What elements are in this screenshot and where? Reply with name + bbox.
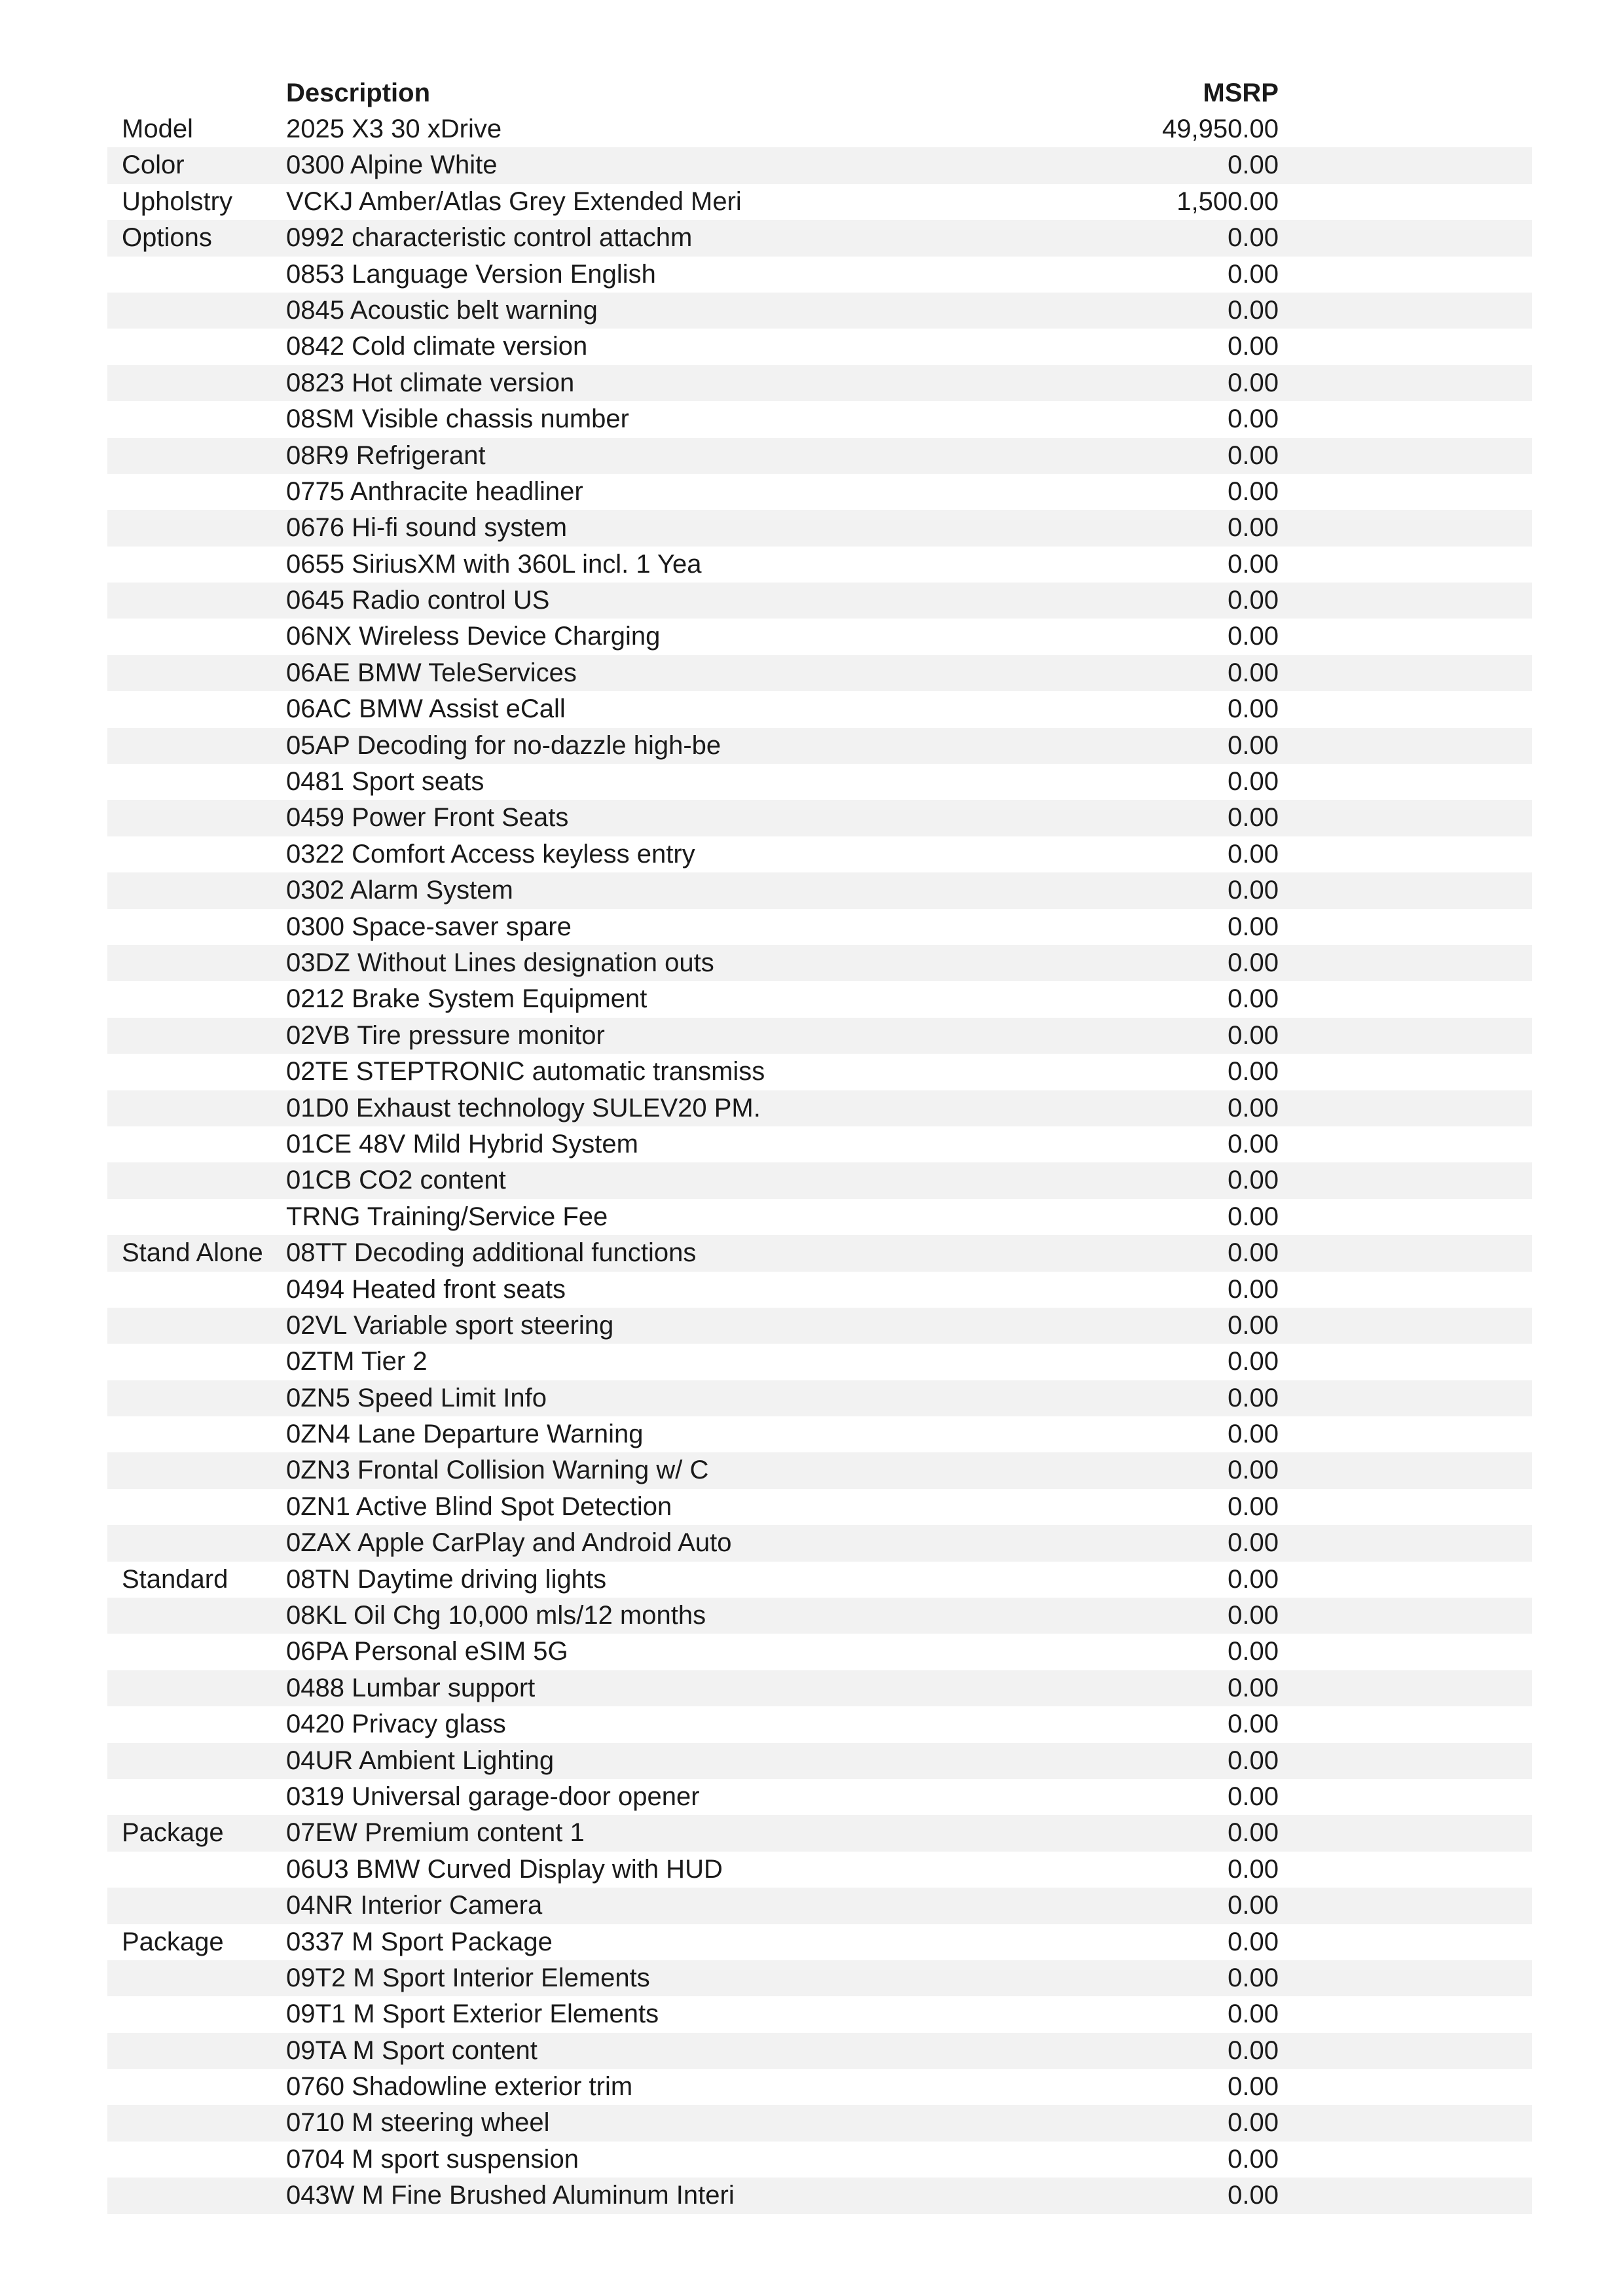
table-row bbox=[107, 1308, 1532, 1344]
row-msrp: 0.00 bbox=[1228, 1020, 1279, 1050]
header-msrp: MSRP bbox=[1203, 79, 1279, 107]
row-description: 06PA Personal eSIM 5G bbox=[286, 1637, 568, 1666]
row-msrp: 49,950.00 bbox=[1162, 115, 1279, 143]
table-row bbox=[107, 1598, 1532, 1634]
row-msrp: 0.00 bbox=[1228, 1383, 1279, 1412]
row-description: 0ZN1 Active Blind Spot Detection bbox=[286, 1492, 672, 1521]
row-description: 05AP Decoding for no-dazzle high-be bbox=[286, 730, 721, 760]
row-description: 0842 Cold climate version bbox=[286, 332, 588, 361]
row-msrp: 0.00 bbox=[1228, 1528, 1279, 1558]
table-row bbox=[107, 872, 1532, 908]
row-description: 06AC BMW Assist eCall bbox=[286, 694, 566, 724]
row-description: 0337 M Sport Package bbox=[286, 1927, 553, 1956]
row-msrp: 0.00 bbox=[1228, 332, 1279, 361]
table-row bbox=[107, 1126, 1532, 1162]
row-msrp: 0.00 bbox=[1228, 622, 1279, 651]
row-msrp: 0.00 bbox=[1228, 1710, 1279, 1739]
row-description: 09TA M Sport content bbox=[286, 2036, 538, 2065]
table-row bbox=[107, 691, 1532, 727]
row-msrp: 0.00 bbox=[1228, 1129, 1279, 1158]
table-row bbox=[107, 2105, 1532, 2141]
table-header bbox=[107, 75, 1532, 111]
row-msrp: 0.00 bbox=[1228, 1057, 1279, 1086]
row-msrp: 0.00 bbox=[1228, 1166, 1279, 1195]
row-description: 0481 Sport seats bbox=[286, 767, 484, 797]
row-msrp: 0.00 bbox=[1228, 730, 1279, 760]
row-description: 01CE 48V Mild Hybrid System bbox=[286, 1129, 638, 1158]
row-category: Options bbox=[122, 223, 212, 253]
row-msrp: 0.00 bbox=[1228, 259, 1279, 289]
row-description: 04NR Interior Camera bbox=[286, 1891, 543, 1920]
row-description: 0420 Privacy glass bbox=[286, 1710, 506, 1739]
row-category: Stand Alone bbox=[122, 1238, 263, 1268]
table-row bbox=[107, 2033, 1532, 2069]
row-description: 0775 Anthracite headliner bbox=[286, 476, 583, 506]
table-row bbox=[107, 1924, 1532, 1960]
row-msrp: 0.00 bbox=[1228, 2108, 1279, 2138]
table-row bbox=[107, 1416, 1532, 1452]
row-description: 02TE STEPTRONIC automatic transmiss bbox=[286, 1057, 765, 1086]
table-row bbox=[107, 1960, 1532, 1996]
row-msrp: 0.00 bbox=[1228, 984, 1279, 1014]
table-row bbox=[107, 1852, 1532, 1888]
table-row bbox=[107, 1489, 1532, 1525]
table-row bbox=[107, 474, 1532, 510]
table-row bbox=[107, 1054, 1532, 1090]
row-category: Package bbox=[122, 1818, 224, 1848]
table-row bbox=[107, 257, 1532, 293]
table-row bbox=[107, 1888, 1532, 1924]
table-row bbox=[107, 1815, 1532, 1851]
row-msrp: 0.00 bbox=[1228, 1456, 1279, 1485]
row-description: 08TT Decoding additional functions bbox=[286, 1238, 697, 1268]
table-row bbox=[107, 728, 1532, 764]
row-description: 0322 Comfort Access keyless entry bbox=[286, 839, 695, 869]
table-row bbox=[107, 401, 1532, 437]
row-msrp: 0.00 bbox=[1228, 586, 1279, 615]
table-row bbox=[107, 1525, 1532, 1561]
row-description: 01D0 Exhaust technology SULEV20 PM. bbox=[286, 1093, 761, 1122]
row-description: 08KL Oil Chg 10,000 mls/12 months bbox=[286, 1601, 706, 1630]
table-row bbox=[107, 1090, 1532, 1126]
row-description: 0494 Heated front seats bbox=[286, 1274, 566, 1304]
row-description: VCKJ Amber/Atlas Grey Extended Meri bbox=[286, 187, 742, 216]
row-description: 0710 M steering wheel bbox=[286, 2108, 550, 2138]
row-description: 0760 Shadowline exterior trim bbox=[286, 2072, 633, 2102]
row-msrp: 0.00 bbox=[1228, 1673, 1279, 1702]
row-msrp: 0.00 bbox=[1228, 767, 1279, 797]
table-row bbox=[107, 1344, 1532, 1380]
table-row bbox=[107, 1562, 1532, 1598]
row-msrp: 0.00 bbox=[1228, 151, 1279, 180]
row-category: Upholstry bbox=[122, 187, 232, 216]
row-msrp: 0.00 bbox=[1228, 223, 1279, 253]
row-msrp: 0.00 bbox=[1228, 1818, 1279, 1848]
row-msrp: 0.00 bbox=[1228, 1420, 1279, 1449]
row-msrp: 0.00 bbox=[1228, 876, 1279, 905]
msrp-table bbox=[107, 75, 1532, 2214]
row-msrp: 0.00 bbox=[1228, 839, 1279, 869]
row-description: 0ZN3 Frontal Collision Warning w/ C bbox=[286, 1456, 709, 1485]
row-msrp: 0.00 bbox=[1228, 2072, 1279, 2102]
row-description: 0212 Brake System Equipment bbox=[286, 984, 647, 1014]
row-msrp: 0.00 bbox=[1228, 1601, 1279, 1630]
row-msrp: 0.00 bbox=[1228, 1891, 1279, 1920]
table-row bbox=[107, 1996, 1532, 2032]
row-category: Model bbox=[122, 115, 193, 143]
row-description: 0645 Radio control US bbox=[286, 586, 550, 615]
row-description: 0459 Power Front Seats bbox=[286, 803, 569, 833]
table-row bbox=[107, 836, 1532, 872]
row-category: Standard bbox=[122, 1564, 228, 1594]
table-row bbox=[107, 1779, 1532, 1815]
row-msrp: 0.00 bbox=[1228, 1492, 1279, 1521]
row-description: 0ZTM Tier 2 bbox=[286, 1347, 428, 1376]
row-description: 0704 M sport suspension bbox=[286, 2144, 579, 2174]
table-row bbox=[107, 111, 1532, 147]
row-category: Color bbox=[122, 151, 185, 180]
row-msrp: 0.00 bbox=[1228, 295, 1279, 325]
row-description: 0ZN5 Speed Limit Info bbox=[286, 1383, 547, 1412]
row-msrp: 0.00 bbox=[1228, 1310, 1279, 1340]
table-row bbox=[107, 800, 1532, 836]
row-msrp: 0.00 bbox=[1228, 2181, 1279, 2210]
row-description: 0319 Universal garage-door opener bbox=[286, 1782, 700, 1811]
row-description: TRNG Training/Service Fee bbox=[286, 1202, 608, 1231]
table-row bbox=[107, 438, 1532, 474]
row-msrp: 0.00 bbox=[1228, 2036, 1279, 2065]
table-row bbox=[107, 1199, 1532, 1235]
row-description: 2025 X3 30 xDrive bbox=[286, 115, 502, 143]
row-description: 0302 Alarm System bbox=[286, 876, 513, 905]
table-row bbox=[107, 1743, 1532, 1779]
row-msrp: 0.00 bbox=[1228, 476, 1279, 506]
row-description: 09T1 M Sport Exterior Elements bbox=[286, 2000, 659, 2029]
row-msrp: 0.00 bbox=[1228, 1963, 1279, 1992]
row-msrp: 0.00 bbox=[1228, 1093, 1279, 1122]
table-row bbox=[107, 1380, 1532, 1416]
table-row bbox=[107, 184, 1532, 220]
row-msrp: 0.00 bbox=[1228, 513, 1279, 543]
row-category: Package bbox=[122, 1927, 224, 1956]
row-description: 0845 Acoustic belt warning bbox=[286, 295, 598, 325]
table-row bbox=[107, 1162, 1532, 1198]
table-row bbox=[107, 619, 1532, 655]
row-msrp: 0.00 bbox=[1228, 1927, 1279, 1956]
row-msrp: 0.00 bbox=[1228, 1564, 1279, 1594]
row-description: 06AE BMW TeleServices bbox=[286, 658, 577, 687]
table-row bbox=[107, 510, 1532, 546]
table-row bbox=[107, 293, 1532, 329]
row-msrp: 0.00 bbox=[1228, 368, 1279, 397]
table-row bbox=[107, 1670, 1532, 1706]
table-row bbox=[107, 981, 1532, 1017]
row-msrp: 0.00 bbox=[1228, 912, 1279, 941]
table-row bbox=[107, 1452, 1532, 1488]
row-description: 01CB CO2 content bbox=[286, 1166, 506, 1195]
row-msrp: 0.00 bbox=[1228, 440, 1279, 470]
row-description: 0992 characteristic control attachm bbox=[286, 223, 693, 253]
row-description: 0ZAX Apple CarPlay and Android Auto bbox=[286, 1528, 732, 1558]
table-row bbox=[107, 655, 1532, 691]
row-msrp: 0.00 bbox=[1228, 1854, 1279, 1884]
row-description: 06NX Wireless Device Charging bbox=[286, 622, 661, 651]
row-description: 08R9 Refrigerant bbox=[286, 440, 486, 470]
row-description: 0823 Hot climate version bbox=[286, 368, 575, 397]
table-row bbox=[107, 147, 1532, 183]
table-row bbox=[107, 1018, 1532, 1054]
row-description: 0300 Space-saver spare bbox=[286, 912, 572, 941]
row-msrp: 0.00 bbox=[1228, 404, 1279, 434]
row-description: 02VB Tire pressure monitor bbox=[286, 1020, 605, 1050]
row-msrp: 0.00 bbox=[1228, 2144, 1279, 2174]
row-msrp: 0.00 bbox=[1228, 1347, 1279, 1376]
table-row bbox=[107, 220, 1532, 256]
row-description: 06U3 BMW Curved Display with HUD bbox=[286, 1854, 723, 1884]
row-msrp: 0.00 bbox=[1228, 803, 1279, 833]
table-row bbox=[107, 329, 1532, 365]
row-msrp: 0.00 bbox=[1228, 1782, 1279, 1811]
table-row bbox=[107, 764, 1532, 800]
row-description: 08SM Visible chassis number bbox=[286, 404, 629, 434]
table-row bbox=[107, 1235, 1532, 1271]
table-row bbox=[107, 365, 1532, 401]
row-description: 07EW Premium content 1 bbox=[286, 1818, 585, 1848]
row-description: 0300 Alpine White bbox=[286, 151, 498, 180]
table-body bbox=[107, 111, 1532, 2214]
row-msrp: 0.00 bbox=[1228, 1202, 1279, 1231]
table-row bbox=[107, 2142, 1532, 2178]
row-msrp: 0.00 bbox=[1228, 658, 1279, 687]
table-row bbox=[107, 2178, 1532, 2214]
table-row bbox=[107, 1634, 1532, 1670]
row-msrp: 0.00 bbox=[1228, 1274, 1279, 1304]
row-description: 02VL Variable sport steering bbox=[286, 1310, 614, 1340]
row-description: 0853 Language Version English bbox=[286, 259, 656, 289]
table-row bbox=[107, 1706, 1532, 1742]
row-description: 09T2 M Sport Interior Elements bbox=[286, 1963, 650, 1992]
row-msrp: 0.00 bbox=[1228, 1637, 1279, 1666]
table-row bbox=[107, 583, 1532, 619]
row-msrp: 0.00 bbox=[1228, 948, 1279, 977]
table-row bbox=[107, 945, 1532, 981]
row-msrp: 0.00 bbox=[1228, 694, 1279, 724]
row-msrp: 0.00 bbox=[1228, 1238, 1279, 1268]
table-row bbox=[107, 547, 1532, 583]
table-row bbox=[107, 2069, 1532, 2105]
row-description: 043W M Fine Brushed Aluminum Interi bbox=[286, 2181, 735, 2210]
row-description: 08TN Daytime driving lights bbox=[286, 1564, 607, 1594]
row-description: 0676 Hi-fi sound system bbox=[286, 513, 568, 543]
row-msrp: 1,500.00 bbox=[1176, 187, 1279, 216]
row-description: 0488 Lumbar support bbox=[286, 1673, 536, 1702]
row-description: 03DZ Without Lines designation outs bbox=[286, 948, 714, 977]
row-msrp: 0.00 bbox=[1228, 549, 1279, 579]
row-description: 04UR Ambient Lighting bbox=[286, 1746, 555, 1775]
header-description: Description bbox=[286, 79, 431, 107]
table-row bbox=[107, 909, 1532, 945]
row-description: 0ZN4 Lane Departure Warning bbox=[286, 1420, 644, 1449]
row-description: 0655 SiriusXM with 360L incl. 1 Yea bbox=[286, 549, 702, 579]
row-msrp: 0.00 bbox=[1228, 1746, 1279, 1775]
table-row bbox=[107, 1272, 1532, 1308]
row-msrp: 0.00 bbox=[1228, 2000, 1279, 2029]
